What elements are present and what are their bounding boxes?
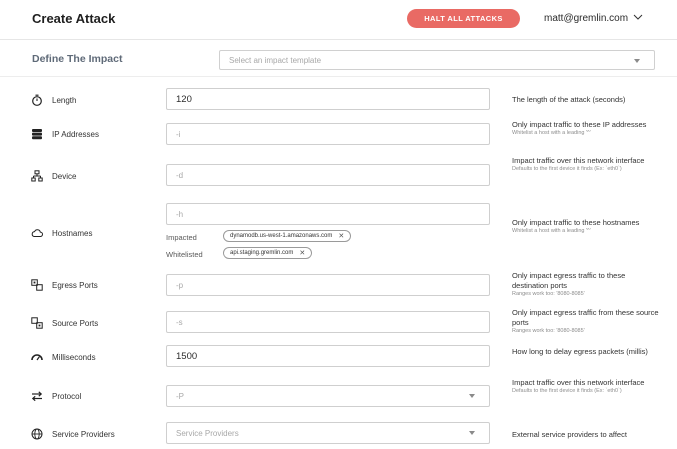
milliseconds-value: 1500 xyxy=(176,351,198,362)
ip-addresses-label: IP Addresses xyxy=(52,130,99,139)
length-input[interactable] xyxy=(166,88,490,110)
device-label: Device xyxy=(52,172,77,181)
ip-addresses-help-text: Only impact traffic to these IP addresses xyxy=(512,120,647,129)
protocol-placeholder: -P xyxy=(176,392,184,401)
milliseconds-help-text: How long to delay egress packets (millis) xyxy=(512,347,648,356)
milliseconds-input[interactable] xyxy=(166,345,490,367)
device-help-sub: Defaults to the first device it finds (Ex: `eth0`) xyxy=(512,166,622,172)
service-providers-label: Service Providers xyxy=(52,430,115,439)
source-ports-help-text: Only impact egress traffic from these source ports xyxy=(512,308,659,327)
ip-addresses-help-sub: Whitelist a host with a leading '^' xyxy=(512,130,591,136)
device-help xyxy=(512,156,662,173)
protocol-label: Protocol xyxy=(52,392,82,401)
impact-template-select[interactable] xyxy=(219,50,655,70)
port-icon xyxy=(31,317,43,329)
dropdown-caret-icon xyxy=(469,431,475,435)
port-icon xyxy=(31,279,43,291)
egress-ports-help-text: Only impact egress traffic to these destination ports xyxy=(512,271,626,290)
impacted-host-chip[interactable] xyxy=(223,230,351,242)
chevron-down-icon[interactable] xyxy=(633,13,643,21)
length-help-text: The length of the attack (seconds) xyxy=(512,95,626,104)
ip-addresses-input[interactable] xyxy=(166,123,490,145)
source-ports-placeholder: -s xyxy=(176,318,183,327)
impacted-host-chip-label: dynamodb.us-west-1.amazonaws.com xyxy=(230,233,333,239)
source-ports-input[interactable] xyxy=(166,311,490,333)
egress-ports-placeholder: -p xyxy=(176,281,184,290)
protocol-help xyxy=(512,378,662,395)
header-bar xyxy=(0,0,677,40)
egress-ports-label: Egress Ports xyxy=(52,281,98,290)
service-providers-select[interactable] xyxy=(166,422,490,444)
hostnames-placeholder: -h xyxy=(176,210,184,219)
protocol-help-sub: Defaults to the first device it finds (Ex: `eth0`) xyxy=(512,388,622,394)
protocol-select[interactable] xyxy=(166,385,490,407)
milliseconds-label: Milliseconds xyxy=(52,353,96,362)
egress-ports-input[interactable] xyxy=(166,274,490,296)
length-label: Length xyxy=(52,96,77,105)
user-menu-email[interactable]: matt@gremlin.com xyxy=(544,13,629,24)
hostnames-label: Hostnames xyxy=(52,229,93,238)
protocol-help-text: Impact traffic over this network interface xyxy=(512,378,645,387)
device-help-text: Impact traffic over this network interface xyxy=(512,156,645,165)
network-device-icon xyxy=(31,170,43,182)
whitelisted-label: Whitelisted xyxy=(166,250,203,259)
stopwatch-icon xyxy=(31,94,43,106)
server-stack-icon xyxy=(31,128,43,140)
ip-addresses-placeholder: -i xyxy=(176,130,181,139)
globe-icon xyxy=(31,428,43,440)
halt-all-attacks-button[interactable]: HALT ALL ATTACKS xyxy=(407,9,520,28)
source-ports-help-sub: Ranges work too: '8080-8085' xyxy=(512,328,585,334)
service-providers-help xyxy=(512,430,662,440)
whitelisted-host-chip-label: api.staging.gremlin.com xyxy=(230,250,294,256)
hostnames-help xyxy=(512,218,662,235)
hostnames-help-sub: Whitelist a host with a leading '^' xyxy=(512,228,591,234)
page-title: Create Attack xyxy=(32,11,116,26)
cloud-icon xyxy=(31,227,43,239)
close-icon[interactable]: ✕ xyxy=(338,233,345,240)
hostnames-help-text: Only impact traffic to these hostnames xyxy=(512,218,640,227)
whitelisted-host-chip[interactable] xyxy=(223,247,312,259)
device-placeholder: -d xyxy=(176,171,184,180)
service-providers-placeholder: Service Providers xyxy=(176,429,239,438)
egress-ports-help xyxy=(512,271,662,298)
egress-ports-help-sub: Ranges work too: '8080-8085' xyxy=(512,291,585,297)
source-ports-help xyxy=(512,308,662,335)
impact-template-placeholder: Select an impact template xyxy=(229,56,322,65)
gauge-icon xyxy=(31,351,43,363)
length-help xyxy=(512,95,662,105)
ip-addresses-help xyxy=(512,120,662,137)
service-providers-help-text: External service providers to affect xyxy=(512,430,627,439)
length-value: 120 xyxy=(176,94,192,105)
milliseconds-help xyxy=(512,347,662,357)
section-title: Define The Impact xyxy=(32,53,123,65)
device-input[interactable] xyxy=(166,164,490,186)
swap-arrows-icon xyxy=(31,390,43,402)
impacted-label: Impacted xyxy=(166,233,197,242)
dropdown-caret-icon xyxy=(634,59,640,63)
section-divider xyxy=(0,76,677,77)
close-icon[interactable]: ✕ xyxy=(299,250,306,257)
source-ports-label: Source Ports xyxy=(52,319,99,328)
hostnames-input[interactable] xyxy=(166,203,490,225)
dropdown-caret-icon xyxy=(469,394,475,398)
